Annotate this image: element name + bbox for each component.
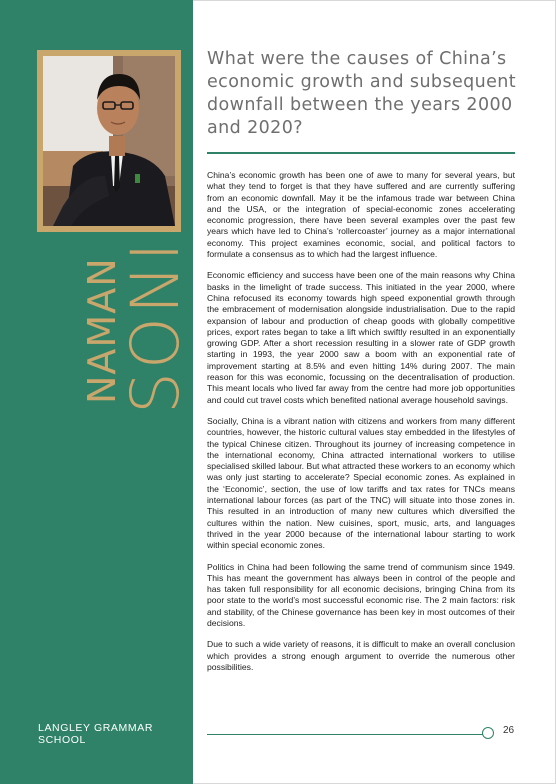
author-first-name: NAMAN — [80, 257, 124, 404]
sidebar — [0, 0, 193, 784]
paragraph-social: Socially, China is a vibrant nation with citizens and workers from many different countries, however, the historic cultural values stay embedded in the lifestyles of the typical Chinese citizen. Throughout its journey of increasing competence in the international economy, China attracted international workers to utilise specialised skilled labour. But what attracted these workers to an economy which was only just starting to accelerate? Special economic zones. As explained in the ‘Economic’, section, the use of low tariffs and tax rates for TNCs means international labour forces (as part of the TNC) will situate into those zones in. This resulted in an introduction of many new cultures which diversified the cultures within the nation. New cuisines, sport, music, arts, and languages thrived in the year 2000 because of the international labour starting to work within special economic zones. — [207, 415, 515, 551]
page-number: 26 — [503, 725, 515, 736]
school-name: LANGLEY GRAMMAR SCHOOL — [38, 722, 153, 746]
paragraph-economic: Economic efficiency and success have been one of the main reasons why China basks in the limelight of trade success. This initiated in the year 2000, where China refocused its economy towards high speed exponential growth through the embracement of modernisation alongside industrialisation. Due to the rapid expansion of labour and production of cheap goods with globally competitive prices, export rates began to take a lift which swiftly resulted in an exponentially growing GDP. After a short recession resulting in a slower rate of GDP growth starting in 1993, the year 2000 saw a boom with an exponential rate of improvement starting at 8.5% and even hitting 14% during 2007. The main reason for this was economic, focussing on the decentralisation of production. This meant locals who lived far away from the centre had more job opportunities and could cut travel costs which benefited national average household savings. — [207, 270, 515, 405]
paragraph-political: Politics in China had been following the same trend of communism since 1949. This has meant the government has always been in control of the people and has taken full responsibility for all economic decisions, bringing China from its poor state to the world’s most successful economic rise. The 2 main factors: risk and stability, of the Chinese governance has been key in most outcomes of their decisions. — [207, 561, 515, 628]
article-body — [207, 170, 515, 683]
author-last-name: SONI — [117, 239, 194, 414]
title-divider — [207, 152, 515, 154]
author-photo — [43, 56, 175, 226]
paragraph-conclusion: Due to such a wide variety of reasons, it is difficult to make an overall conclusion which provides a strong enough argument to override the numerous other possibilities. — [207, 639, 515, 672]
footer-circle-ornament — [482, 727, 494, 739]
author-photo-frame — [37, 50, 181, 232]
article-title: What were the causes of China’s economic growth and subsequent downfall between the years 2000 and 2020? — [207, 49, 517, 138]
footer-divider — [207, 734, 484, 735]
paragraph-intro: China’s economic growth has been one of awe to many for several years, but what they tend to forget is that they have suffered and are currently suffering from an economic downfall. May it be the infamous trade war between China and the USA, or the integration of special-economic zones accelerating economic progression, there have been several examples over the past few years which have led to China’s ‘rollercoaster’ journey as a major international economy. This project examines economic, social, and political factors to formulate a consensus as to which had the largest influence. — [207, 170, 515, 260]
